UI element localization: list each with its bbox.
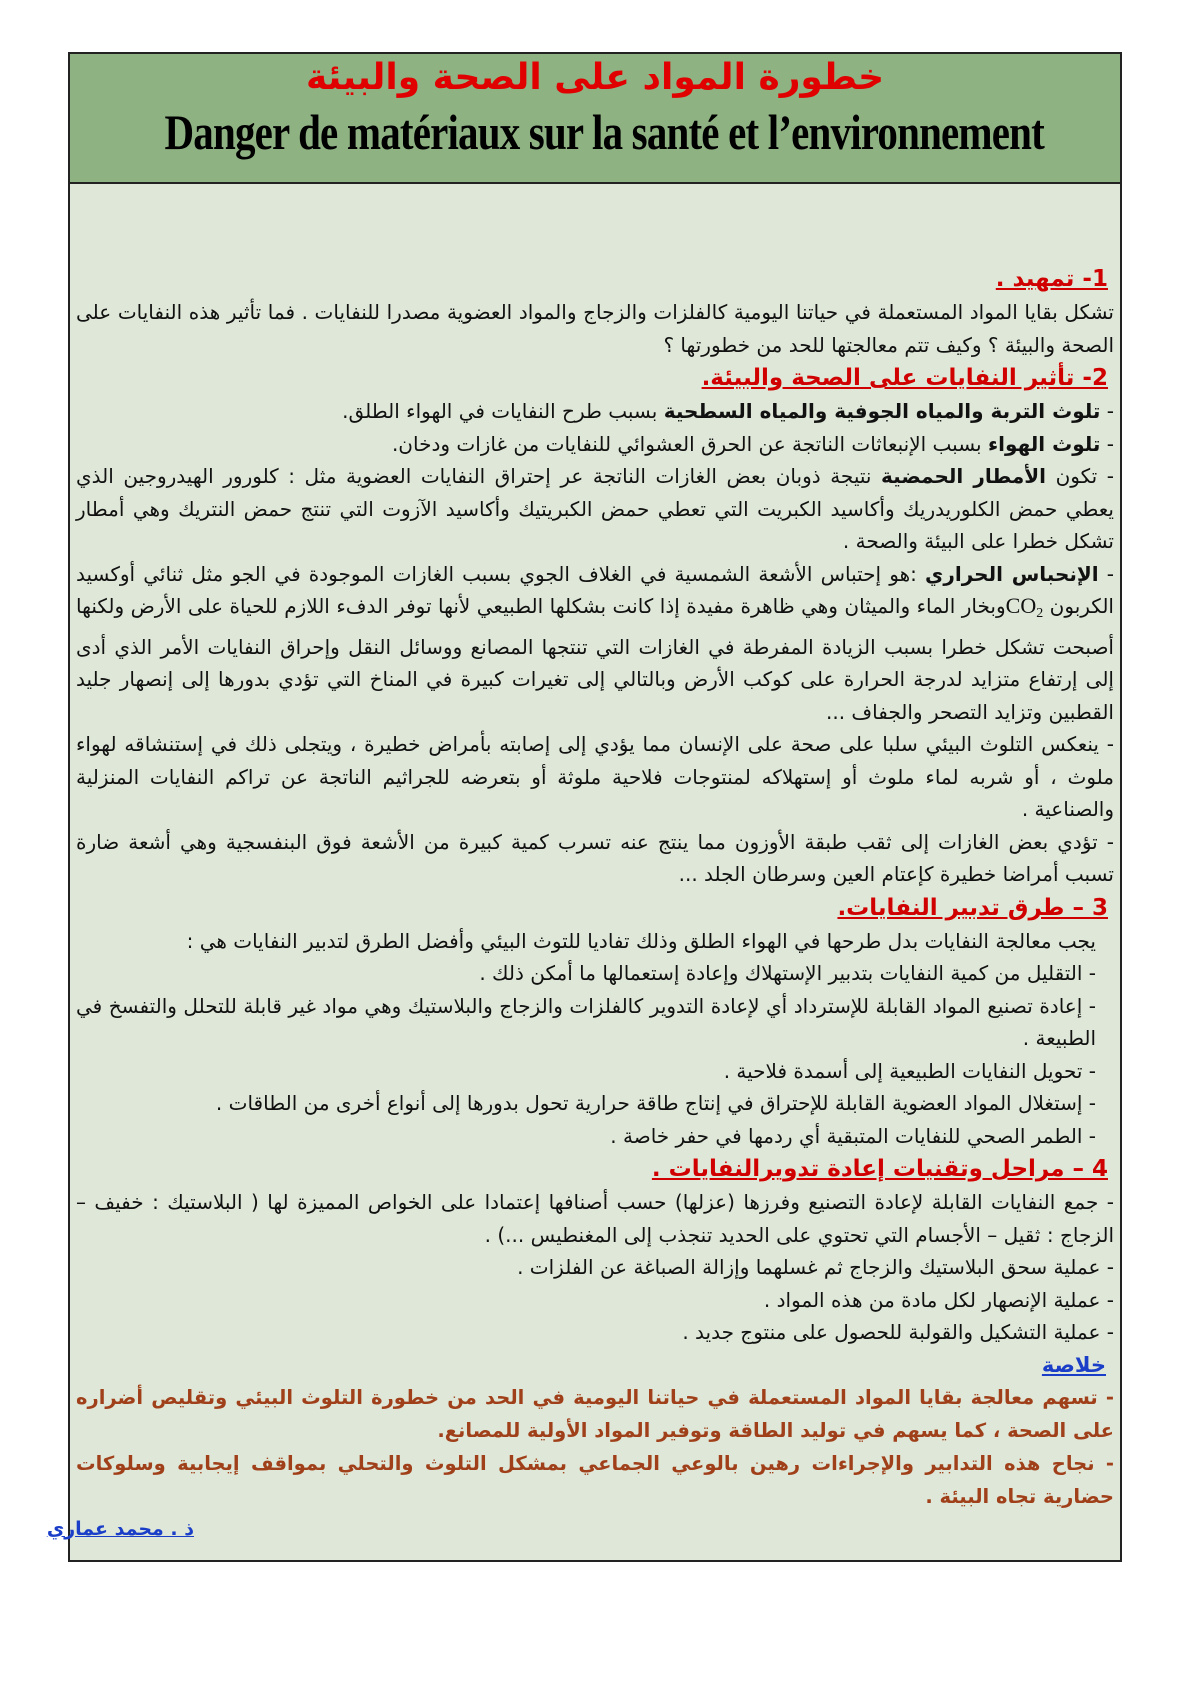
- air-pollution-term: تلوث الهواء: [987, 431, 1101, 456]
- health-effects-text: ينعكس التلوث البيئي سلبا على صحة على الإنسان مما يؤدي إلى إصابته بأمراض خطيرة ، ويتجلى ذلك في إستنشاقه لهواء ملوث ، أو شربه لماء ملوث أو إستهلاكه لمنتوجات فلاحية ملوثة أو بتعرضه للجراثيم الناتجة عن تراكم النفايات المنزلية والصناعية .: [76, 732, 1114, 821]
- air-pollution-text: بسبب الإنبعاثات الناتجة عن الحرق العشوائي للنفايات من غازات ودخان.: [391, 431, 988, 456]
- greenhouse-text-1: :هو إحتباس الأشعة الشمسية في الغلاف الجوي بسبب الغازات الموجودة في الجو مثل ثنائي أوكسيد الكربون: [76, 561, 1114, 618]
- method-item: - إستغلال المواد العضوية القابلة للإحتراق في إنتاج طاقة حرارية تحول بدورها إلى أنواع أخرى من الطاقات .: [215, 1091, 1096, 1115]
- acid-rain-term: الأمطار الحمضية: [881, 464, 1047, 488]
- method-item: - إعادة تصنيع المواد القابلة للإسترداد أي لإعادة التدوير كالفلزات والزجاج والبلاستيك وهي مواد غير قابلة للتحلل والتفسخ في الطبيعة .: [76, 993, 1096, 1050]
- ozone-item: - تؤدي بعض الغازات إلى ثقب طبقة الأوزون مما ينتج عنه تسرب كمية كبيرة من الأشعة فوق البنفسجية وهي أشعة ضارة تسبب أمراضا خطيرة كإعتام العين وسرطان الجلد ...: [76, 829, 1114, 886]
- document-body: [46, 184, 1120, 1545]
- section3-intro: يجب معالجة النفايات بدل طرحها في الهواء الطلق وذلك تفاديا للتوث البيئي وأفضل الطرق لتدبير النفايات هي :: [186, 928, 1096, 953]
- ozone-text: تؤدي بعض الغازات إلى ثقب طبقة الأوزون مما ينتج عنه تسرب كمية كبيرة من الأشعة فوق البنفسجية وهي أشعة ضارة تسبب أمراضا خطيرة كإعتام العين وسرطان الجلد ...: [76, 829, 1114, 886]
- soil-pollution-text: بسبب طرح النفايات في الهواء الطلق.: [342, 399, 664, 423]
- conclusion-heading: خلاصة: [1041, 1352, 1106, 1377]
- section3-heading: 3 – طرق تدبير النفايات.: [837, 894, 1108, 921]
- soil-pollution-term: تلوث التربة والمياه الجوفية والمياه السطحية: [663, 399, 1101, 423]
- greenhouse-term: الإنحباس الحراري: [925, 561, 1099, 586]
- greenhouse-text-2: وبخار الماء والميثان وهي ظاهرة مفيدة إذا كانت بشكلها الطبيعي لأنها توفر الدفء اللازم للحياة على الأرض ولكنها أصبحت تشكل خطرا بسبب الزيادة المفرطة في الغازات التي تنتجها المصانع ووسائل النقل وإحراق النفايات الأمر الذي أدى إلى إرتفاع متزايد لدرجة الحرارة على كوكب الأرض وبالتالي إلى تغيرات كبيرة في المناخ التي تؤدي بدورها إلى إنصهار جليد القطبين وتزايد التصحر والجفاف ...: [76, 594, 1114, 724]
- title-french: Danger de matériaux sur la santé et l’environnement: [164, 104, 1044, 160]
- recycling-step: - جمع النفايات القابلة لإعادة التصنيع وفرزها (عزلها) حسب أصنافها إعتمادا على الخواص المميزة لها ( البلاستيك : خفيف – الزجاج : ثقيل – الأجسام التي تحتوي على الحديد تنجذب إلى المغنطيس ...) .: [76, 1190, 1114, 1247]
- author-signature: ذ . محمد عماري: [46, 1517, 194, 1540]
- recycling-step: - عملية التشكيل والقولبة للحصول على منتوج جديد .: [682, 1320, 1114, 1344]
- health-effects-item: - ينعكس التلوث البيئي سلبا على صحة على الإنسان مما يؤدي إلى إصابته بأمراض خطيرة ، ويتجلى ذلك في إستنشاقه لهواء ملوث ، أو شربه لماء ملوث أو إستهلاكه لمنتوجات فلاحية ملوثة أو بتعرضه للجراثيم الناتجة عن تراكم النفايات المنزلية والصناعية .: [76, 732, 1114, 821]
- section1-text: تشكل بقايا المواد المستعملة في حياتنا اليومية كالفلزات والزجاج والمواد العضوية مصدرا للنفايات . فما تأثير هذه النفايات على الصحة والبيئة ؟ وكيف تتم معالجتها للحد من خطورتها ؟: [76, 300, 1114, 357]
- co2-symbol: CO: [1005, 593, 1037, 618]
- method-item: - تحويل النفايات الطبيعية إلى أسمدة فلاحية .: [723, 1058, 1096, 1083]
- greenhouse-item: - الإنحباس الحراري :هو إحتباس الأشعة الشمسية في الغلاف الجوي بسبب الغازات الموجودة في الجو مثل ثنائي أوكسيد الكربون CO2وبخار الماء والميثان وهي ظاهرة مفيدة إذا كانت بشكلها الطبيعي لأنها توفر الدفء اللازم للحياة على الأرض ولكنها أصبحت تشكل خطرا بسبب الزيادة المفرطة في الغازات التي تنتجها المصانع ووسائل النقل وإحراق النفايات الأمر الذي أدى إلى إرتفاع متزايد لدرجة الحرارة على كوكب الأرض وبالتالي إلى تغيرات كبيرة في المناخ التي تؤدي بدورها إلى إنصهار جليد القطبين وتزايد التصحر والجفاف ...: [76, 561, 1115, 724]
- acid-rain-item: - تكون الأمطار الحمضية نتيجة ذوبان بعض الغازات الناتجة عر إحتراق النفايات العضوية مثل : كلورور الهيدروجين الذي يعطي حمض الكلوريدريك وأكاسيد الكبريت التي تعطي حمض الكبريتيك وأكاسيد الآزوت التي تنتج حمض النتريك وهي أمطار تشكل خطرا على البيئة والصحة .: [76, 464, 1114, 553]
- document-frame: [46, 52, 1122, 1562]
- method-item: - الطمر الصحي للنفايات المتبقية أي ردمها في حفر خاصة .: [610, 1123, 1096, 1148]
- soil-pollution-item: - تلوث التربة والمياه الجوفية والمياه السطحية بسبب طرح النفايات في الهواء الطلق.: [342, 399, 1114, 423]
- conclusion-item: - نجاح هذه التدابير والإجراءات رهين بالوعي الجماعي بمشكل التلوث والتحلي بمواقف إيجابية وسلوكات حضارية تجاه البيئة .: [76, 1451, 1114, 1508]
- air-pollution-item: - تلوث الهواء بسبب الإنبعاثات الناتجة عن الحرق العشوائي للنفايات من غازات ودخان.: [391, 431, 1114, 456]
- method-item: - التقليل من كمية النفايات بتدبير الإستهلاك وإعادة إستعمالها ما أمكن ذلك .: [479, 961, 1096, 985]
- section2-heading: 2- تأثير النفايات على الصحة والبيئة.: [701, 365, 1108, 391]
- acid-rain-prefix: تكون: [1046, 464, 1107, 488]
- section1-heading: 1- تمهيد .: [995, 266, 1108, 292]
- conclusion-item: - تسهم معالجة بقايا المواد المستعملة في حياتنا اليومية في الحد من خطورة التلوث البيئي وتقليص أضراره على الصحة ، كما يسهم في توليد الطاقة وتوفير المواد الأولية للمصانع.: [76, 1385, 1114, 1442]
- co2-subscript: 2: [1036, 606, 1044, 621]
- recycling-step: - عملية سحق البلاستيك والزجاج ثم غسلهما وإزالة الصباغة عن الفلزات .: [517, 1255, 1114, 1279]
- title-banner: [70, 54, 1120, 184]
- title-arabic: خطورة المواد على الصحة والبيئة: [305, 57, 885, 98]
- recycling-step: - عملية الإنصهار لكل مادة من هذه المواد .: [763, 1287, 1114, 1312]
- section4-heading: 4 – مراحل وتقنيات إعادة تدويرالنفايات .: [651, 1156, 1108, 1182]
- co2-formula: [1005, 593, 1044, 621]
- acid-rain-text: نتيجة ذوبان بعض الغازات الناتجة عر إحتراق النفايات العضوية مثل : كلورور الهيدروجين الذي يعطي حمض الكلوريدريك وأكاسيد الكبريت التي تعطي حمض الكبريتيك وأكاسيد الآزوت التي تنتج حمض النتريك وهي أمطار تشكل خطرا على البيئة والصحة .: [76, 464, 1114, 553]
